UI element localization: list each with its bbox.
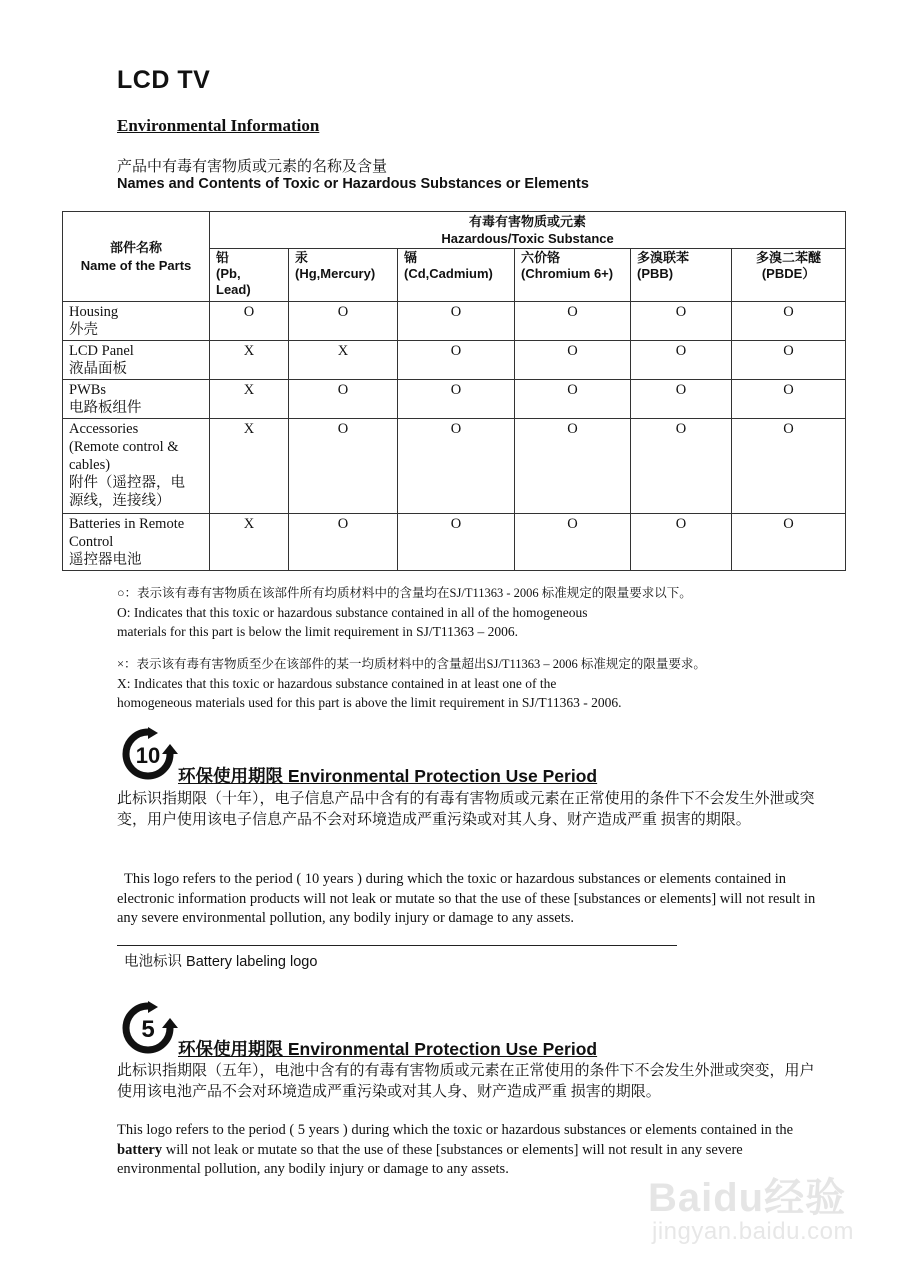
part-name-cell: [63, 419, 210, 514]
substance-value-cell: X: [210, 514, 289, 571]
battery-label-caption: 电池标识 Battery labeling logo: [124, 954, 318, 970]
part-name-line: 液晶面板: [69, 361, 127, 377]
part-name-line: 外壳: [69, 322, 98, 338]
epup-5-heading: 环保使用期限 Environmental Protection Use Period: [178, 1039, 598, 1059]
part-name-line: Batteries in Remote: [69, 516, 185, 532]
group-header-en: Hazardous/Toxic Substance: [441, 231, 614, 246]
substance-value-cell: O: [515, 419, 631, 514]
column-header-pbde: [732, 249, 846, 302]
table-row: [63, 419, 846, 514]
table-row: [63, 302, 846, 341]
part-name-line: Accessories: [69, 421, 139, 437]
part-name-cell: [63, 514, 210, 571]
substance-value-cell: X: [210, 380, 289, 419]
watermark-url: jingyan.baidu.com: [652, 1218, 854, 1245]
substance-value-cell: O: [515, 380, 631, 419]
epup-5-english-bold: battery: [117, 1141, 163, 1158]
substance-value-cell: O: [515, 514, 631, 571]
col-cn: 多溴二苯醚: [756, 250, 822, 265]
col-cn: 镉: [404, 250, 418, 265]
substance-value-cell: O: [515, 341, 631, 380]
part-name-cell: [63, 341, 210, 380]
substance-value-cell: O: [515, 302, 631, 341]
substance-value-cell: O: [732, 419, 846, 514]
part-name-line: 附件（遥控器，电: [69, 475, 185, 491]
note-x-english: [117, 674, 622, 712]
group-header-cn: 有毒有害物质或元素: [469, 214, 587, 229]
substance-value-cell: O: [631, 302, 732, 341]
column-header-cadmium: [398, 249, 515, 302]
substance-value-cell: O: [289, 380, 398, 419]
substance-value-cell: O: [398, 302, 515, 341]
substance-value-cell: O: [631, 341, 732, 380]
note-o-english-line: O: Indicates that this toxic or hazardous substance contained in all of the homogeneous: [117, 605, 588, 620]
subtitle-chinese: 产品中有毒有害物质或元素的名称及含量: [117, 158, 388, 175]
col-cn: 汞: [295, 250, 309, 265]
section-heading: Environmental Information: [117, 116, 320, 135]
epup-5-english-part: will not leak or mutate so that the use of these [substances or elements] will not result in any severe environmental pollution, any bodily injury or damage to any assets.: [117, 1141, 743, 1177]
substance-value-cell: O: [732, 380, 846, 419]
epup-10-heading: 环保使用期限 Environmental Protection Use Period: [178, 766, 598, 786]
substance-value-cell: O: [398, 419, 515, 514]
recycle-arrows-icon: [118, 1000, 178, 1056]
part-name-cell: [63, 380, 210, 419]
col-en: (Cd,Cadmium): [404, 266, 493, 281]
epup-10-chinese-text: 此标识指期限（十年），电子信息产品中含有的有毒有害物质或元素在正常使用的条件下不会发生外泄或突变，用户使用该电子信息产品不会对环境造成严重污染或对其人身、财产造成严重 损害的期限。: [117, 791, 815, 828]
logo-10-number: 10: [135, 743, 161, 768]
substance-value-cell: O: [398, 514, 515, 571]
part-name-line: Control: [69, 534, 114, 550]
substance-value-cell: O: [732, 302, 846, 341]
col-cn: 多溴联苯: [637, 250, 690, 265]
baidu-watermark: [640, 1166, 880, 1266]
part-name-cell: [63, 302, 210, 341]
column-header-pbb: [631, 249, 732, 302]
epup-5-english-part: This logo refers to the period ( 5 years ) during which the toxic or hazardous substances or elements contained in the: [117, 1122, 794, 1138]
substance-value-cell: O: [210, 302, 289, 341]
substance-value-cell: O: [289, 302, 398, 341]
substance-value-cell: O: [289, 514, 398, 571]
part-name-line: 电路板组件: [69, 400, 142, 416]
substance-value-cell: O: [289, 419, 398, 514]
col-en: (Hg,Mercury): [295, 266, 376, 281]
parts-header-cn: 部件名称: [109, 239, 162, 255]
substance-value-cell: X: [210, 341, 289, 380]
col-en: (PBDE）: [761, 266, 816, 281]
table-row: [63, 380, 846, 419]
col-cn: 铅: [216, 250, 230, 265]
col-cn: 六价铬: [521, 250, 561, 265]
parts-column-header: [63, 212, 210, 302]
table-row: [63, 514, 846, 571]
part-name-line: 遥控器电池: [69, 552, 142, 568]
epup-5-logo: [118, 1000, 178, 1056]
substance-value-cell: X: [210, 419, 289, 514]
column-header-lead: [210, 249, 289, 302]
epup-10-english-text: This logo refers to the period ( 10 years ) during which the toxic or hazardous substances or elements contained in electronic information products will not leak or mutate so that the use of these [substances or elements] will not result in any severe environmental pollution, any bodily injury or damage to any assets.: [117, 871, 816, 926]
col-en-2: Lead): [216, 282, 251, 297]
epup-10-logo: [118, 727, 178, 781]
note-o-chinese: ○：表示该有毒有害物质在该部件所有均质材料中的含量均在SJ/T11363 - 2006 标准规定的限量要求以下。: [117, 586, 692, 600]
note-o-english: [117, 603, 588, 641]
part-name-line: PWBs: [69, 382, 107, 398]
column-header-mercury: [289, 249, 398, 302]
substance-group-header: [210, 212, 846, 249]
note-x-chinese: ×：表示该有毒有害物质至少在该部件的某一均质材料中的含量超出SJ/T11363 – 2006 标准规定的限量要求。: [117, 657, 706, 671]
col-en: (Pb,: [216, 266, 241, 281]
substance-value-cell: X: [289, 341, 398, 380]
substance-value-cell: O: [631, 380, 732, 419]
subtitle-english: Names and Contents of Toxic or Hazardous Substances or Elements: [117, 176, 589, 192]
substance-value-cell: O: [631, 514, 732, 571]
col-en: (Chromium 6+): [521, 266, 614, 281]
substance-value-cell: O: [398, 341, 515, 380]
note-x-english-line: X: Indicates that this toxic or hazardous substance contained in at least one of the: [117, 676, 557, 691]
substance-value-cell: O: [732, 341, 846, 380]
part-name-line: 源线，连接线）: [69, 493, 171, 509]
hazardous-substance-table: [62, 211, 846, 571]
epup-5-chinese-text: 此标识指期限（五年），电池中含有的有毒有害物质或元素在正常使用的条件下不会发生外泄或突变，用户使用该电池产品不会对环境造成严重污染或对其人身、财产造成严重 损害的期限。: [117, 1063, 815, 1100]
note-o-english-line: materials for this part is below the limit requirement in SJ/T11363 – 2006.: [117, 624, 519, 639]
part-name-line: Housing: [69, 304, 119, 320]
part-name-line: cables): [69, 457, 111, 473]
recycle-arrows-icon: [118, 727, 178, 781]
substance-value-cell: O: [398, 380, 515, 419]
document-title: LCD TV: [117, 66, 211, 94]
table-row: [63, 341, 846, 380]
logo-5-number: 5: [141, 1016, 155, 1043]
note-x-english-line: homogeneous materials used for this part is above the limit requirement in SJ/T11363 - 2006.: [117, 695, 622, 710]
part-name-line: (Remote control &: [69, 439, 179, 455]
divider-line: [117, 945, 677, 946]
part-name-line: LCD Panel: [69, 343, 134, 359]
col-en: (PBB): [637, 266, 674, 281]
substance-value-cell: O: [732, 514, 846, 571]
column-header-chromium: [515, 249, 631, 302]
watermark-brand: Baidu经验: [648, 1176, 847, 1220]
parts-header-en: Name of the Parts: [80, 257, 192, 273]
substance-value-cell: O: [631, 419, 732, 514]
